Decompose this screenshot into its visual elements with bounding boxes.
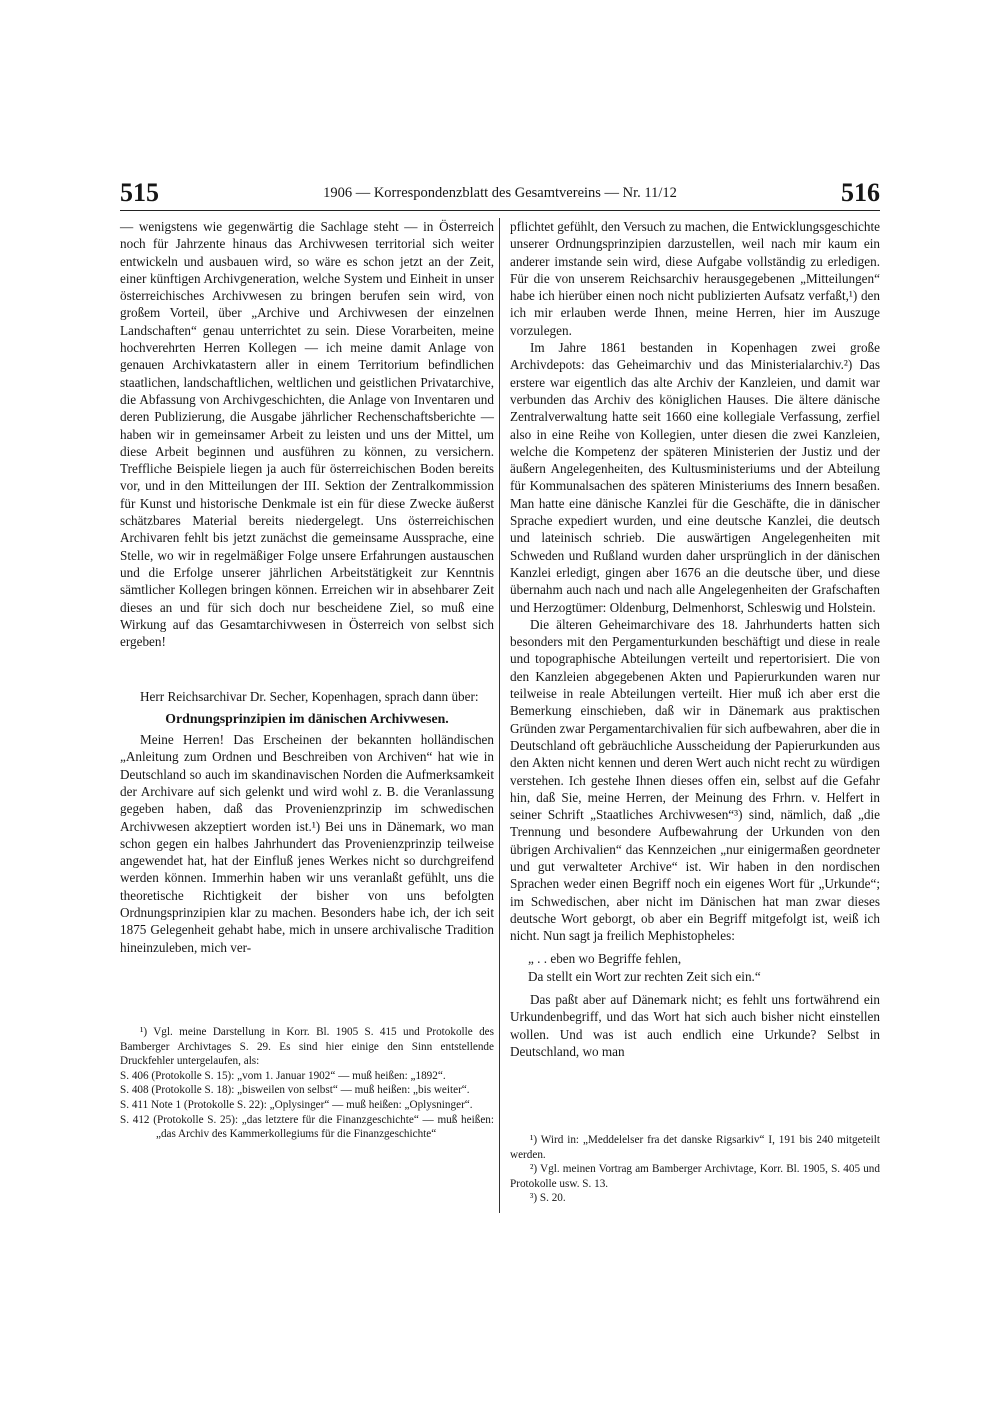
left-column [120, 218, 494, 956]
column-divider [499, 218, 500, 1213]
speaker-intro: Herr Reichsarchivar Dr. Secher, Kopenhagen, sprach dann über: [140, 689, 479, 705]
erratum-item: S. 411 Note 1 (Protokolle S. 22): „Oplysinger“ — muß heißen: „Oplysninger“. [120, 1098, 473, 1111]
footnote-3-right: ³) S. 20. [530, 1192, 566, 1205]
running-title: 1906 — Korrespondenzblatt des Gesamtvereins — Nr. 11/12 [323, 185, 677, 201]
erratum-item: S. 406 (Protokolle S. 15): „vom 1. Januar 1902“ — muß heißen: „1892“. [120, 1069, 446, 1082]
footnote-1-right: ¹) Wird in: „Meddelelser fra det danske Rigsarkiv“ I, 191 bis 240 mitgeteilt werden. [510, 1134, 880, 1161]
page-header [120, 178, 880, 208]
footnote-1-left: ¹) Vgl. meine Darstellung in Korr. Bl. 1905 S. 415 und Protokolle des Bamberger Archivtages S. 29. Es sind hier einige den Sinn entstellende Druckfehler untergelaufen, als: [120, 1026, 494, 1068]
left-paragraph-1: — wenigstens wie gegenwärtig die Sachlage steht — in Österreich noch für Jahrzente hinaus das Archivwesen territorial sich weiter entwickeln und ausbauen wird, so wäre es schon jetzt an der Zeit, einer künftigen Archivgeneration, welche System und Einheit in unser österreichisches Archivwesen zu bringen berufen sein wird, von großem Vorteil, über „Archive und Archivwesen der einzelnen Landschaften“ genau unterrichtet zu sein. Diese Vorarbeiten, meine hochverehrten Herren Kollegen — ich meine damit Anlage von genauen Archivkatastern aller in einem Territorium befindlichen staatlichen, landschaftlichen, weltlichen und geistlichen Privatarchive, die Abfassung von Archivgeschichten, die Anlage von Inventaren und deren Publizierung, die Ausgabe jährlicher Rechenschaftsberichte — haben wir in gemeinsamer Arbeit zu leisten und uns der Mittel, um diese Arbeit beginnen und ausführen zu können, zu versichern. Treffliche Beispiele liegen ja auch für österreichischen Boden bereits vor, und in den Mitteilungen der III. Sektion der Zentralkommission für Kunst und historische Denkmale ist ein für diese Zwecke äußerst schätzbares Material bereits niedergelegt. Uns österreichischen Archivaren fehlt bis jetzt zunächst die gemeinsame Aussprache, eine Stelle, wo wir in regelmäßiger Folge unsere Erfahrungen austauschen und die Erfolge unserer jährlichen Arbeitstätigkeit zur Kenntnis sämtlicher Kollegen bringen können. Erreichen wir in absehbarer Zeit dieses an und für sich doch nur bescheidene Ziel, so muß eine Wirkung auf das Gesamtarchivwesen in Österreich von selbst sich ergeben! [120, 219, 494, 650]
right-footnotes [510, 1133, 880, 1206]
right-paragraph-2: Im Jahre 1861 bestanden in Kopenhagen zwei große Archivdepots: das Geheimarchiv und das Ministerialarchiv.²) Das erstere war eigentlich das alte Archiv der Kanzleien, und damit war verbunden das Archiv des königlichen Hauses. Die ältere dänische Zentralverwaltung hatte seit 1660 eine kollegiale Verfassung, zerfiel also in eine Reihe von Kollegien, unter diesen die zwei Kanzleien, welche die Kompetenz der späteren Ministerien der Justiz und der äußern Angelegenheiten, des Kultusministeriums und der Abteilung für Kommunalsachen des späteren Ministeriums des Innern besaßen. Man hatte eine dänische Kanzlei für die Geschäfte, die in dänischer Sprache expediert wurden, und eine deutsche Kanzlei, die deutsch und lateinisch schrieb. Die auswärtigen Angelegenheiten mit Schweden und Rußland wurden daher ursprünglich in der dänischen Kanzlei erledigt, gingen aber 1676 an die deutsche über, und diese übernahm auch nach und nach alle Angelegenheiten der Grafschaften und Herzogtümer: Oldenburg, Delmenhorst, Schleswig und Holstein. [510, 340, 880, 615]
footnote-2-right: ²) Vgl. meinen Vortrag am Bamberger Archivtage, Korr. Bl. 1905, S. 405 und Protokolle usw. S. 13. [510, 1163, 880, 1190]
left-paragraph-2: Meine Herren! Das Erscheinen der bekannten holländischen „Anleitung zum Ordnen und Beschreiben von Archiven“ hat wie in Deutschland so auch im skandinavischen Norden die Aufmerksamkeit der Archivare auf sich gelenkt und wird wohl z. B. die Veranlassung gegeben haben, daß das Provenienzprinzip im schwedischen Archivwesen akzeptiert worden ist.¹) Bei uns in Dänemark, wo man schon gegen ein halbes Jahrhundert das Provenienzprinzip teilweise angewendet hat, hat der Einfluß jenes Werkes nicht so durchgreifend werden können. Immerhin haben wir uns veranlaßt gefühlt, uns die theoretische Richtigkeit der bisher von uns befolgten Ordnungsprinzipien klar zu machen. Besonders habe ich, der ich seit 1875 Gelegenheit gehabt habe, mich in unsere archivalische Tradition hineinzuleben, mich ver- [120, 732, 494, 955]
page-number-right: 516 [841, 178, 880, 207]
left-footnotes [120, 1025, 494, 1142]
page-number-left: 515 [120, 178, 159, 207]
right-column [510, 218, 880, 1060]
section-gap [120, 650, 494, 688]
quotation-verse [528, 950, 880, 985]
header-rule [120, 210, 880, 211]
right-paragraph-1: pflichtet gefühlt, den Versuch zu machen, die Entwicklungsgeschichte unserer Ordnungsprinzipien darzustellen, weil nach mir kaum ein anderer imstande sein wird, diese Aufgabe vollständig zu erledigen. Für die von unserem Reichsarchiv herausgegebenen „Mitteilungen“ habe ich hierüber einen noch nicht publizierten Aufsatz verfaßt,¹) den ich mir erlauben werde Ihnen, meine Herren, hier im Auszuge vorzulegen. [510, 219, 880, 338]
erratum-item: S. 408 (Protokolle S. 18): „bisweilen von selbst“ — muß heißen: „bis weiter“. [120, 1084, 470, 1097]
erratum-item: S. 412 (Protokolle S. 25): „das letztere für die Finanzgeschichte“ — muß heißen: „das Archiv des Kammerkollegiums für die Finanzgeschichte“ [120, 1113, 494, 1141]
verse-line-2: Da stellt ein Wort zur rechten Zeit sich ein.“ [528, 968, 761, 984]
section-heading: Ordnungsprinzipien im dänischen Archivwesen. [165, 710, 449, 726]
right-paragraph-4: Das paßt aber auf Dänemark nicht; es fehlt uns fortwährend ein Urkundenbegriff, und das Wort hat sich auch bisher nicht einstellen wollen. Und was ist auch endlich eine Urkunde? Selbst in Deutschland, wo man [510, 992, 880, 1059]
verse-line-1: „ . . eben wo Begriffe fehlen, [528, 951, 682, 967]
right-paragraph-3: Die älteren Geheimarchivare des 18. Jahrhunderts hatten sich besonders mit den Pergamenturkunden beschäftigt und diese in reale und topographische Abteilungen verteilt und repertorisiert. Die von den Kanzleien abgegebenen Akten und Papierurkunden waren nur teilweise in reale Abteilungen verteilt. Hier muß ich aber erst die Bemerkung einschieben, daß wir in Dänemark aus praktischen Gründen zwar Pergamentarchivalien für sich aufbewahren, aber die in Deutschland oft gebräuchliche Ausscheidung der Papierurkunden aus den Akten nicht kennen und deren Wert auch nicht recht zu würdigen verstehen. Ich gestehe Ihnen dieses offen ein, selbst auf die Gefahr hin, daß Sie, meine Herren, der Meinung des Frhrn. v. Helfert in seiner Schrift „Staatliches Archivwesen“³) sind, nämlich, daß „die Trennung und besondere Aufbewahrung der Urkunden von den übrigen Archivalien“ das Kennzeichen „nur einigermaßen geordneter und gut verwalteter Archive“ ist. Wir haben in den nordischen Sprachen weder einen Begriff noch ein eigenes Wort für „Urkunde“; im Schwedischen, aber nicht im Dänischen hat man zwar dieses deutsche Wort geborgt, ob aber ein Begriff mitgefolgt ist, weiß ich nicht. Nun sagt ja freilich Mephistopheles: [510, 616, 880, 944]
